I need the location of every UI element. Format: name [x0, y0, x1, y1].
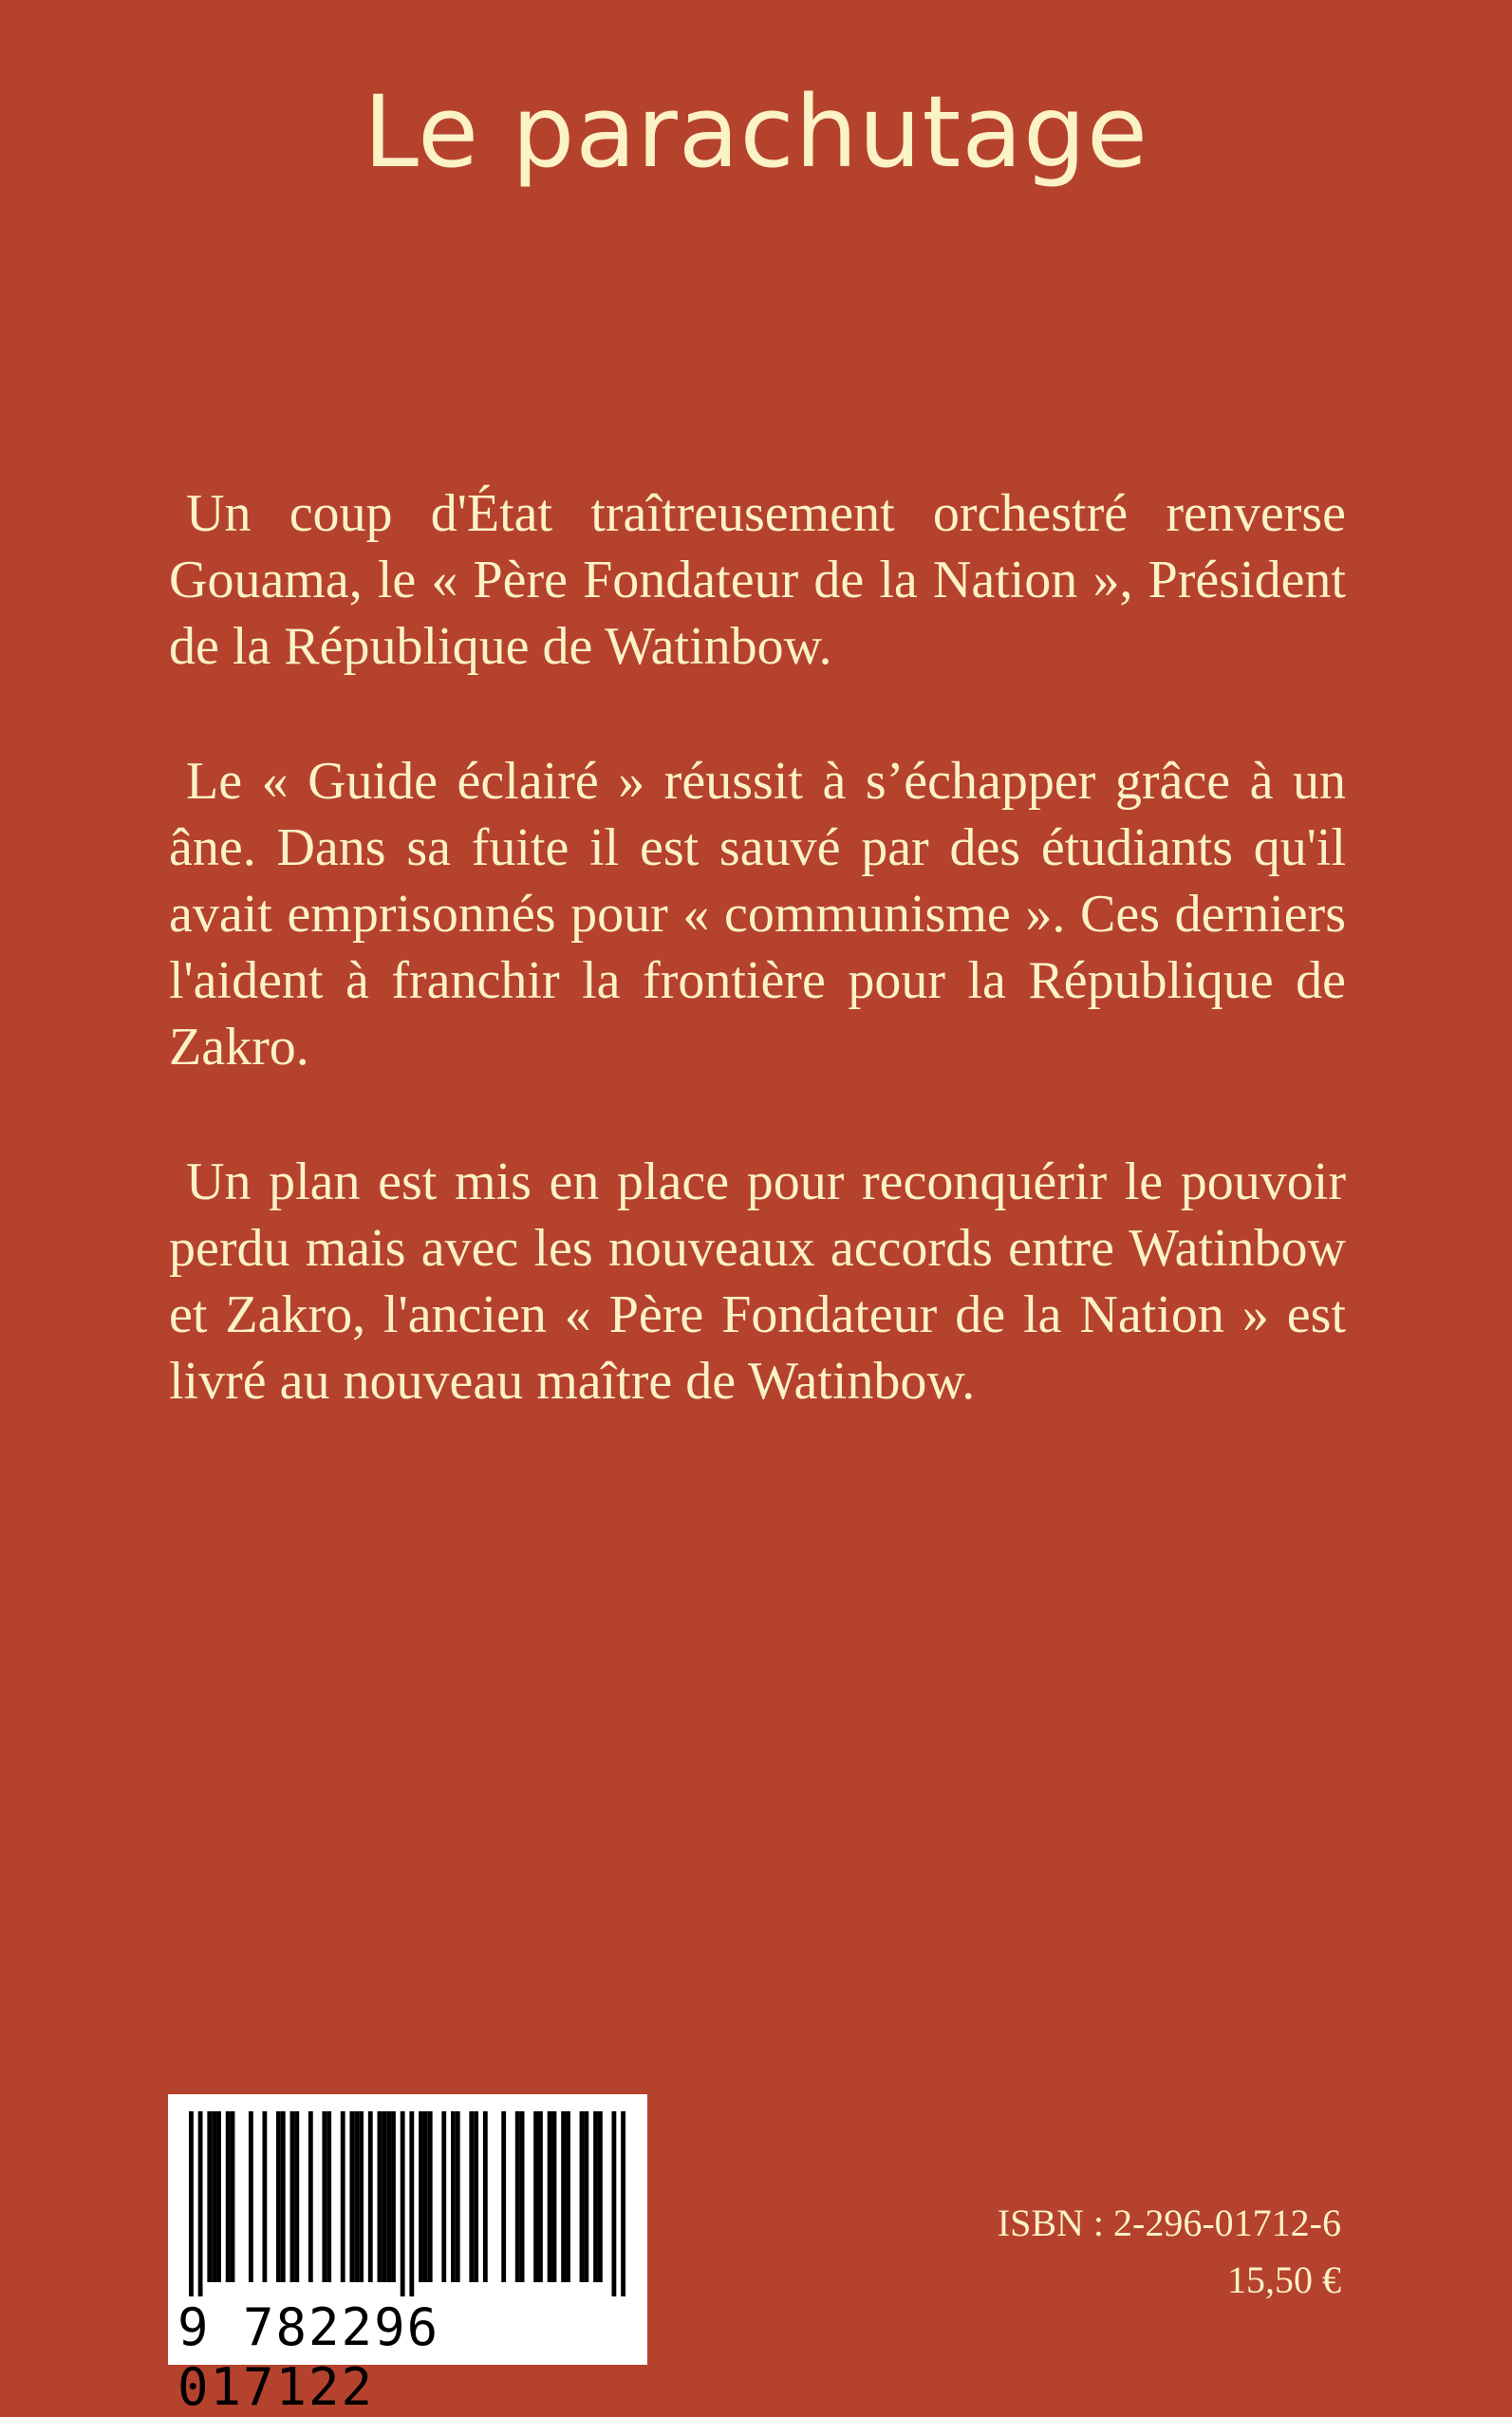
- barcode-bar: [359, 2111, 364, 2282]
- barcode-bar: [456, 2111, 460, 2282]
- barcode-bar: [538, 2111, 543, 2282]
- barcode-bar: [382, 2111, 386, 2282]
- barcode-bar: [533, 2111, 538, 2282]
- barcode-bar: [593, 2111, 598, 2282]
- barcode-bar: [378, 2111, 383, 2282]
- barcode-bar: [451, 2111, 456, 2282]
- barcode-bar: [419, 2111, 423, 2282]
- barcode-bar: [386, 2111, 391, 2282]
- barcode-bar: [322, 2111, 327, 2282]
- barcode-bar: [276, 2111, 281, 2282]
- blurb-paragraph-2: Le « Guide éclairé » réussit à s’échapper grâce à un âne. Dans sa fuite il est sauvé par des étudiants qu'il avait emprisonnés pour « communisme ». Ces derniers l'aident à franchir la frontière pour la République de Zakro.: [169, 752, 1346, 1077]
- book-title: Le parachutage: [364, 74, 1148, 190]
- barcode: [168, 2094, 647, 2417]
- blurb-paragraph-3: Un plan est mis en place pour reconquérir le pouvoir perdu mais avec les nouveaux accords entre Watinbow et Zakro, l'ancien « Père Fondateur de la Nation » est livré au nouveau maître de Watinbow.: [169, 1152, 1346, 1411]
- barcode-bar: [423, 2111, 428, 2282]
- barcode-bar: [598, 2111, 603, 2282]
- barcode-bar: [515, 2111, 520, 2282]
- barcode-bar: [294, 2111, 299, 2282]
- barcode-bar: [354, 2111, 359, 2282]
- barcode-bar: [327, 2111, 331, 2282]
- barcode-bar: [216, 2111, 221, 2282]
- barcode-bar: [548, 2111, 552, 2282]
- barcode-bar: [249, 2111, 253, 2282]
- barcode-bar: [409, 2111, 414, 2296]
- barcode-bar: [520, 2111, 525, 2282]
- barcode-bar: [561, 2111, 566, 2282]
- barcode-bar: [391, 2111, 396, 2282]
- barcode-bar: [226, 2111, 231, 2282]
- barcode-bar: [401, 2111, 405, 2296]
- blurb-paragraph-1: Un coup d'État traîtreusement orchestré renverse Gouama, le « Père Fondateur de la Nation », Président de la République de Watinbow.: [169, 484, 1346, 676]
- barcode-bar: [189, 2111, 194, 2296]
- barcode-bar: [566, 2111, 570, 2282]
- barcode-bar: [281, 2111, 286, 2282]
- barcode-bar: [611, 2111, 616, 2296]
- barcode-bar: [262, 2111, 267, 2282]
- barcode-bar: [212, 2111, 216, 2282]
- barcode-bar: [349, 2111, 354, 2282]
- barcode-bar: [474, 2111, 478, 2282]
- barcode-bar: [308, 2111, 313, 2282]
- barcode-digits: 9 782296 017122: [177, 2297, 440, 2417]
- barcode-bar: [368, 2111, 373, 2282]
- barcode-bar: [621, 2111, 625, 2296]
- barcode-bar: [207, 2111, 212, 2282]
- barcode-bar: [341, 2111, 345, 2282]
- barcode-bar: [198, 2111, 203, 2296]
- barcode-bar: [483, 2111, 488, 2282]
- barcode-bar: [231, 2111, 235, 2282]
- barcode-bar: [552, 2111, 557, 2282]
- barcode-bar: [584, 2111, 588, 2282]
- barcode-bar: [428, 2111, 433, 2282]
- barcode-bar: [290, 2111, 295, 2282]
- barcode-bar: [580, 2111, 585, 2282]
- barcode-bar: [441, 2111, 446, 2282]
- barcode-bar: [469, 2111, 474, 2282]
- barcode-bar: [501, 2111, 506, 2282]
- price: 15,50 €: [1227, 2258, 1341, 2301]
- barcode-bars: [189, 2111, 625, 2296]
- isbn: ISBN : 2-296-01712-6: [997, 2202, 1341, 2244]
